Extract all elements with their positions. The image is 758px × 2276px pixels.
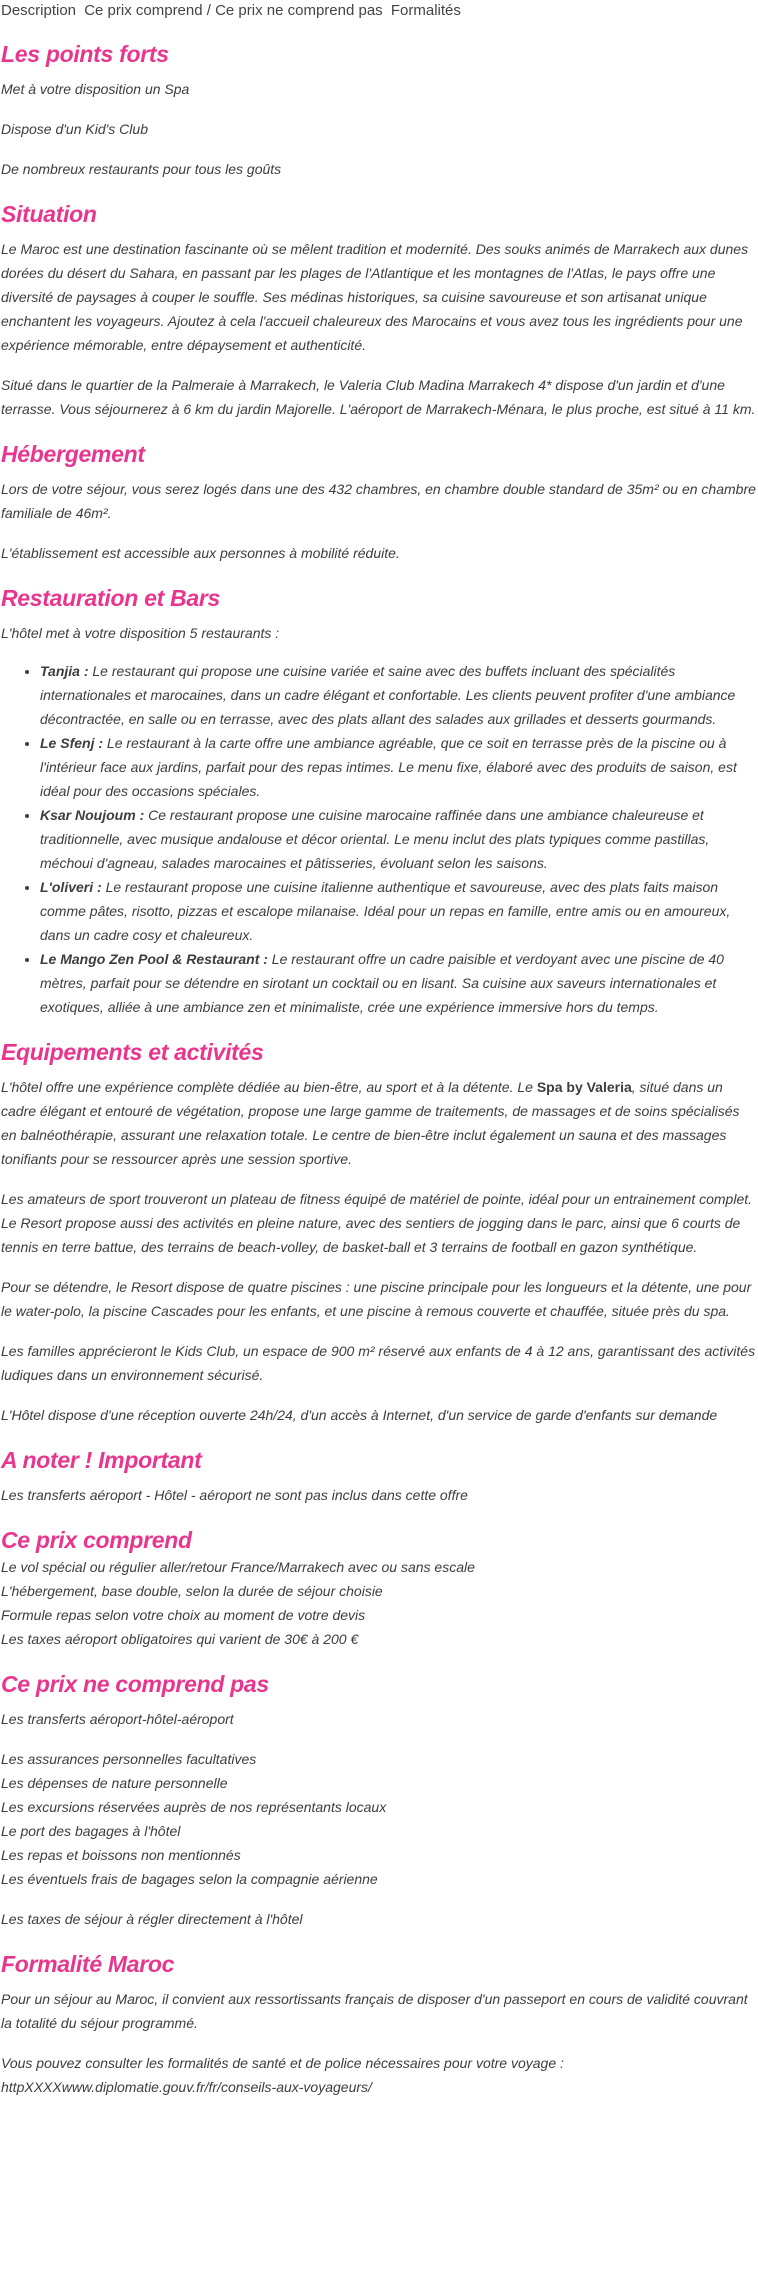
section-a-noter <box>1 1445 757 1507</box>
prix-ne-comprend-first: Les transferts aéroport-hôtel-aéroport <box>1 1711 234 1727</box>
equipements-paragraph: Pour se détendre, le Resort dispose de quatre piscines : une piscine principale pour les longueurs et la détente, une pour le water-polo, la piscine Cascades pour les enfants, et une piscine à remous couverte et chauffée, située près du spa. <box>1 1279 752 1319</box>
equipements-paragraph: L'Hôtel dispose d'une réception ouverte 24h/24, d'un accès à Internet, d'un service de garde d'enfants sur demande <box>1 1407 718 1423</box>
tab-prix[interactable]: Ce prix comprend / Ce prix ne comprend pas <box>84 2 383 19</box>
equipements-paragraph-spa <box>1 1075 757 1171</box>
points-forts-item: Dispose d'un Kid's Club <box>1 121 148 137</box>
formalite-paragraph-link <box>1 2051 757 2099</box>
restaurant-description: Le restaurant qui propose une cuisine variée et saine avec des buffets incluant des spécialités internationales et marocaines, dans un cadre élégant et confortable. Les clients peuvent profiter d'une ambiance décontractée, en salle ou en terrasse, avec des plats allant des salades aux grillades et desserts gourmands. <box>40 663 736 727</box>
formalite-link[interactable]: httpXXXXwww.diplomatie.gouv.fr/fr/conseils-aux-voyageurs/ <box>1 2079 372 2095</box>
restauration-intro: L'hôtel met à votre disposition 5 restaurants : <box>1 625 280 641</box>
restaurant-item <box>40 659 757 731</box>
restaurant-name: Tanjia : <box>40 663 89 679</box>
situation-paragraph: Le Maroc est une destination fascinante où se mêlent tradition et modernité. Des souks animés de Marrakech aux dunes dorées du désert du Sahara, en passant par les plages de l'Atlantique et les montagnes de l'Atlas, le pays offre une diversité de paysages à couper le souffle. Ses médinas historiques, sa cuisine savoureuse et son artisanat unique enchantent les voyageurs. Ajoutez à cela l'accueil chaleureux des Marocains et vous avez tous les ingrédients pour une expérience mémorable, entre dépaysement et authenticité. <box>1 241 749 353</box>
section-situation <box>1 199 757 421</box>
restaurant-name: Le Sfenj : <box>40 735 104 751</box>
hebergement-title: Hébergement <box>1 441 145 467</box>
prix-ne-comprend-item: Les repas et boissons non mentionnés <box>1 1847 241 1863</box>
prix-comprend-item: Les taxes aéroport obligatoires qui varient de 30€ à 200 € <box>1 1631 359 1647</box>
restaurant-item <box>40 731 757 803</box>
prix-comprend-item: L'hébergement, base double, selon la durée de séjour choisie <box>1 1583 383 1599</box>
formalite-paragraph: Pour un séjour au Maroc, il convient aux ressortissants français de disposer d'un passeport en cours de validité couvrant la totalité du séjour programmé. <box>1 1991 748 2031</box>
formalite-title: Formalité Maroc <box>1 1951 175 1977</box>
prix-ne-comprend-item: Les dépenses de nature personnelle <box>1 1775 228 1791</box>
prix-comprend-item: Formule repas selon votre choix au moment de votre devis <box>1 1607 366 1623</box>
restaurant-description: Le restaurant offre un cadre paisible et verdoyant avec une piscine de 40 mètres, parfait pour se détendre en sirotant un cocktail ou en lisant. Sa cuisine aux saveurs internationales et exotiques, alliée à une ambiance zen et minimaliste, crée une expérience immersive hors du temps. <box>40 951 724 1015</box>
equipements-spa-before: L'hôtel offre une expérience complète dédiée au bien-être, au sport et à la détente. Le <box>1 1079 537 1095</box>
prix-ne-comprend-title: Ce prix ne comprend pas <box>1 1671 269 1697</box>
prix-comprend-title: Ce prix comprend <box>1 1527 192 1553</box>
restaurant-name: Ksar Noujoum : <box>40 807 145 823</box>
restaurant-name: L'oliveri : <box>40 879 102 895</box>
equipements-title: Equipements et activités <box>1 1039 264 1065</box>
points-forts-item: De nombreux restaurants pour tous les goûts <box>1 161 282 177</box>
restaurant-description: Le restaurant propose une cuisine italienne authentique et savoureuse, avec des plats faits maison comme pâtes, risotto, pizzas et escalope milanaise. Idéal pour un repas en famille, entre amis ou en amoureux, dans un cadre cosy et chaleureux. <box>40 879 731 943</box>
prix-comprend-item: Le vol spécial ou régulier aller/retour France/Marrakech avec ou sans escale <box>1 1559 475 1575</box>
restaurant-description: Ce restaurant propose une cuisine marocaine raffinée dans une ambiance chaleureuse et traditionnelle, avec musique andalouse et décor oriental. Le menu inclut des plats typiques comme pastillas, méchoui d'agneau, salades marocaines et pâtisseries, évoluant selon les saisons. <box>40 807 710 871</box>
hebergement-paragraph: Lors de votre séjour, vous serez logés dans une des 432 chambres, en chambre double standard de 35m² ou en chambre familiale de 46m². <box>1 481 756 521</box>
a-noter-title: A noter ! Important <box>1 1447 202 1473</box>
prix-ne-comprend-last: Les taxes de séjour à régler directement à l'hôtel <box>1 1911 303 1927</box>
restaurant-list <box>1 659 757 1019</box>
restaurant-item <box>40 947 757 1019</box>
restaurant-description: Le restaurant à la carte offre une ambiance agréable, que ce soit en terrasse près de la piscine ou à l'intérieur face aux jardins, parfait pour des repas intimes. Le menu fixe, élaboré avec des produits de saison, est idéal pour des occasions spéciales. <box>40 735 737 799</box>
tab-description[interactable]: Description <box>1 2 77 19</box>
section-hebergement <box>1 439 757 565</box>
equipements-spa-after: , situé dans un cadre élégant et entouré de végétation, propose une large gamme de traitements, de massages et de soins spécialisés en balnéothérapie, assurant une relaxation totale. Le centre de bien-être inclut également un sauna et des massages tonifiants pour se ressourcer après une session sportive. <box>1 1079 740 1167</box>
situation-title: Situation <box>1 201 97 227</box>
tab-bar <box>1 0 757 21</box>
points-forts-item: Met à votre disposition un Spa <box>1 81 190 97</box>
section-prix-ne-comprend <box>1 1669 757 1931</box>
prix-comprend-list <box>1 1555 757 1651</box>
restaurant-item <box>40 875 757 947</box>
section-restauration <box>1 583 757 1019</box>
situation-paragraph: Situé dans le quartier de la Palmeraie à Marrakech, le Valeria Club Madina Marrakech 4* dispose d'un jardin et d'une terrasse. Vous séjournerez à 6 km du jardin Majorelle. L'aéroport de Marrakech-Ménara, le plus proche, est situé à 11 km. <box>1 377 756 417</box>
formalite-link-intro: Vous pouvez consulter les formalités de santé et de police nécessaires pour votre voyage : <box>1 2055 564 2071</box>
section-points-forts <box>1 39 757 181</box>
section-equipements <box>1 1037 757 1427</box>
restaurant-item <box>40 803 757 875</box>
restaurant-name: Le Mango Zen Pool & Restaurant : <box>40 951 268 967</box>
equipements-paragraph: Les amateurs de sport trouveront un plateau de fitness équipé de matériel de pointe, idéal pour un entrainement complet. Le Resort propose aussi des activités en pleine nature, avec des sentiers de jogging dans le parc, ainsi que 6 courts de tennis en terre battue, des terrains de beach-volley, de basket-ball et 3 terrains de football en gazon synthétique. <box>1 1191 753 1255</box>
prix-ne-comprend-list <box>1 1747 757 1891</box>
restauration-title: Restauration et Bars <box>1 585 220 611</box>
section-prix-comprend <box>1 1525 757 1651</box>
tab-formalites[interactable]: Formalités <box>390 2 461 19</box>
prix-ne-comprend-item: Les excursions réservées auprès de nos représentants locaux <box>1 1799 387 1815</box>
equipements-paragraph: Les familles apprécieront le Kids Club, un espace de 900 m² réservé aux enfants de 4 à 12 ans, garantissant des activités ludiques dans un environnement sécurisé. <box>1 1343 756 1383</box>
section-formalite <box>1 1949 757 2099</box>
points-forts-title: Les points forts <box>1 41 169 67</box>
prix-ne-comprend-item: Les assurances personnelles facultatives <box>1 1751 257 1767</box>
hebergement-paragraph: L'établissement est accessible aux personnes à mobilité réduite. <box>1 545 400 561</box>
prix-ne-comprend-item: Le port des bagages à l'hôtel <box>1 1823 181 1839</box>
prix-ne-comprend-item: Les éventuels frais de bagages selon la compagnie aérienne <box>1 1871 378 1887</box>
a-noter-text: Les transferts aéroport - Hôtel - aéroport ne sont pas inclus dans cette offre <box>1 1487 468 1503</box>
spa-name: Spa by Valeria <box>536 1079 632 1095</box>
